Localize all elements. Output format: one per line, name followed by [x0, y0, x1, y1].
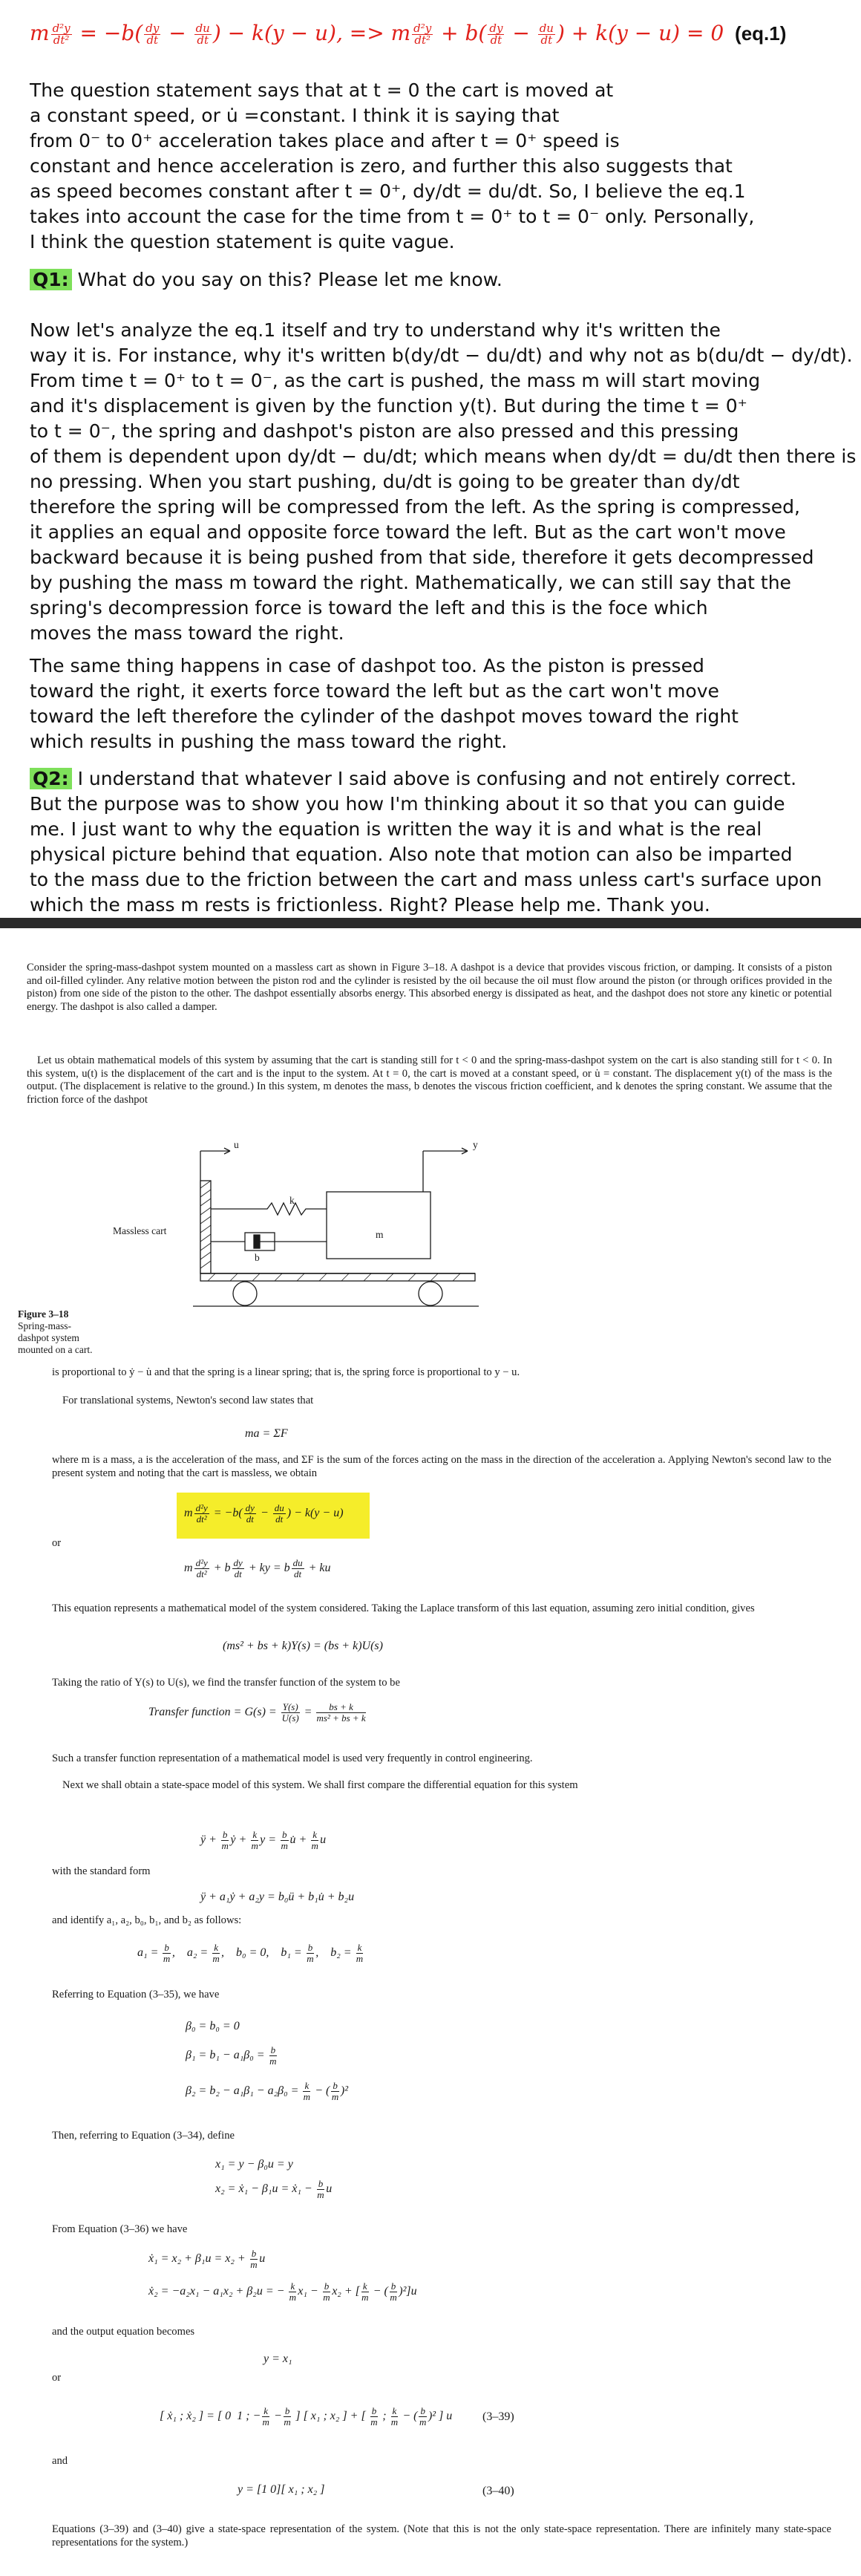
out-eq: and the output equation becomes: [52, 2326, 195, 2338]
identify: and identify a₁, a₂, b₀, b₁, and b₂ as follows:: [52, 1914, 242, 1926]
caption-line: Spring-mass-: [18, 1320, 71, 1331]
line: of them is dependent upon dy/dt − du/dt; which means when dy/dt = du/dt then there is: [30, 446, 857, 467]
figure-caption: [18, 1308, 92, 1356]
line: to the mass due to the friction between the cart and mass unless cart's surface upon: [30, 869, 822, 890]
line: I think the question statement is quite vague.: [30, 231, 455, 252]
line: moves the mass toward the right.: [30, 622, 344, 644]
book-where: where m is a mass, a is the acceleration of the mass, and ΣF is the sum of the forces acting on the mass in the direction of the acceleration a. Applying Newton's second law to the present system and noting that the cart is massless, we obtain: [52, 1454, 831, 1479]
fig-k-label: k: [289, 1195, 295, 1206]
book-final: Equations (3–39) and (3–40) give a state-space representation of the system. (Note that this is not the only state-space representation. There are infinitely many state-space representations for the system.): [52, 2523, 831, 2549]
y-output: y = [1 0]: [238, 2483, 281, 2496]
q1-text: What do you say on this? Please let me know.: [71, 269, 502, 290]
book-intro: Consider the spring-mass-dashpot system mounted on a massless cart as shown in Figure 3–18. A dashpot is a device that provides viscous friction, or damping. It consists of a piston and oil-filled cylinder. Any relative motion between the piston rod and the cylinder is resisted by the oil because the oil must flow around the piston (or through orifices provided in the piston) from one side of the piston to the other. The dashpot essentially absorbs energy. This absorbed energy is dissipated as heat, and the dashpot does not store any kinetic or potential energy. The dashpot is also called a damper.: [27, 962, 832, 1013]
line: no pressing. When you start pushing, du/dt is going to be greater than dy/dt: [30, 471, 740, 492]
book-newton: For translational systems, Newton's second law states that: [62, 1395, 314, 1406]
eq-laplace: (ms² + bs + k)Y(s) = (bs + k)U(s): [223, 1640, 383, 1652]
eqno-40: (3–40): [482, 2485, 514, 2497]
book-model: This equation represents a mathematical model of the system considered. Taking the Laplace transform of this last equation, assuming zero initial condition, gives: [52, 1602, 755, 1614]
equation-1: m $\frac{\text{d²y}}{\text{dt²}}$ = −b( $\frac{dy}{dt}$ − $\frac{du}{dt}$ ) − k(y − u), => m $\frac{\text{d²y}}{\text{dt²}}$ + b( $\frac{dy}{dt}$ − $\frac{du}{dt}$ ) + k(y − u) = 0 (eq.1): [30, 21, 787, 47]
eq-motion-2: m $\frac{\text{d²y}}{\text{dt²}}$ + b $\frac{dy}{dt}$ + ky = b $\frac{du}{dt}$ + ku: [184, 1557, 331, 1579]
line: physical picture behind that equation. Also note that motion can also be imparted: [30, 844, 793, 865]
fig-cart-label: Massless cart: [113, 1225, 167, 1236]
ref35: Referring to Equation (3–35), we have: [52, 1989, 220, 2001]
eq-motion: m $\frac{\text{d²y}}{\text{dt²}}$ = −b( $\frac{dy}{dt}$ − $\frac{du}{dt}$ ) − k(y − u): [184, 1502, 344, 1525]
line: as speed becomes constant after t = 0⁺, dy/dt = du/dt. So, I believe the eq.1: [30, 180, 746, 202]
and-label: and: [52, 2455, 68, 2467]
ref34: Then, referring to Equation (3–34), define: [52, 2130, 235, 2142]
q1-line: [30, 267, 831, 293]
line: backward because it is being pushed from that side, therefore it gets decompressed: [30, 547, 814, 568]
question-panel: [0, 0, 861, 917]
line: a constant speed, or u̇ =constant. I think it is saying that: [30, 105, 560, 126]
line: from 0⁻ to 0⁺ acceleration takes place and after t = 0⁺ speed is: [30, 130, 620, 151]
line: by pushing the mass m toward the right. Mathematically, we can still say that the: [30, 572, 791, 593]
line: and it's displacement is given by the function y(t). But during the time t = 0⁺: [30, 395, 747, 417]
paragraph-4: [30, 766, 831, 918]
eqno-39: (3–39): [482, 2410, 514, 2423]
line: which the mass m rests is frictionless. Right? Please help me. Thank you.: [30, 894, 710, 916]
eq-x2dot: ẋ₂ = −a₂x₁ − a₁x₂ + β₂u = − $\frac{k}{m}$ x₁ − $\frac{b}{m}$ x₂ + [ $\frac{k}{m}$ − ( $\frac{b}{m}$ )²]u: [148, 2280, 417, 2303]
line: The same thing happens in case of dashpot too. As the piston is pressed: [30, 655, 704, 676]
fig-b-label: b: [255, 1252, 260, 1263]
paragraph-3: [30, 653, 831, 754]
line: Now let's analyze the eq.1 itself and try to understand why it's written the: [30, 319, 721, 341]
section-divider: [0, 918, 861, 928]
line: takes into account the case for the time from t = 0⁺ to t = 0⁻ only. Personally,: [30, 206, 755, 227]
book-ratio: Taking the ratio of Y(s) to U(s), we find the transfer function of the system to be: [52, 1677, 400, 1689]
eq-x1: x₁ = y − β₀u = y: [215, 2158, 293, 2171]
ref36: From Equation (3–36) we have: [52, 2223, 188, 2235]
line: But the purpose was to show you how I'm thinking about it so that you can guide: [30, 793, 785, 815]
line: which results in pushing the mass toward the right.: [30, 731, 508, 752]
line: me. I just want to why the equation is written the way it is and what is the real: [30, 818, 762, 840]
eq-diff: ÿ + $\frac{b}{m}$ ẏ + $\frac{k}{m}$ y = $\frac{b}{m}$ u̇ + $\frac{k}{m}$ u: [200, 1829, 327, 1851]
eq-beta2: β₂ = b₂ − a₁β₁ − a₂β₀ = $\frac{k}{m}$ − ( $\frac{b}{m}$ )²: [186, 2080, 348, 2102]
eq1-tag: (eq.1): [735, 22, 787, 45]
line: toward the right, it exerts force toward the left but as the cart won't move: [30, 680, 719, 702]
eq-x1dot: ẋ₁ = x₂ + β₁u = x₂ + $\frac{b}{m}$ u: [148, 2248, 266, 2270]
spring-mass-dashpot-figure: [186, 1144, 482, 1314]
fig-y-label: y: [473, 1139, 478, 1150]
figure-title: Figure 3–18: [18, 1308, 69, 1320]
line: way it is. For instance, why it's written b(dy/dt − du/dt) and why not as b(du/dt − dy/dt).: [30, 345, 853, 366]
caption-line: mounted on a cart.: [18, 1344, 93, 1355]
textbook-page: [0, 928, 861, 2576]
fig-m-label: m: [376, 1229, 384, 1240]
book-next: Next we shall obtain a state-space model of this system. We shall first compare the differential equation for this system: [62, 1779, 578, 1791]
line: spring's decompression force is toward the left and this is the foce which: [30, 597, 708, 619]
book-intro-2: Let us obtain mathematical models of this system by assuming that the cart is standing still for t < 0 and the spring-mass-dashpot system on the cart is also standing still for t < 0. In this system, u(t) is the displacement of the cart and is the input to the system. At t = 0, the cart is moved at a constant speed, or u̇ = constant. The displacement y(t) of the mass is the output. (The displacement is relative to the ground.) In this system, m denotes the mass, b denotes the viscous friction coefficient, and k denotes the spring constant. We assume that the friction force of the dashpot: [27, 1054, 832, 1106]
line: therefore the spring will be compressed from the left. As the spring is compressed,: [30, 496, 800, 518]
line: toward the left therefore the cylinder of the dashpot moves toward the right: [30, 705, 739, 727]
q1-label: Q1:: [30, 269, 72, 290]
paragraph-1: [30, 78, 831, 255]
eq-transfer: Transfer function = G(s) = $\frac{Y(s)}{U(s)}$ = $\frac{bs + k}{\text{ms² + bs + k}}$: [148, 1701, 366, 1724]
caption-line: dashpot system: [18, 1332, 79, 1343]
line: The question statement says that at t = 0 the cart is moved at: [30, 79, 614, 101]
book-proportional: is proportional to ẏ − u̇ and that the spring is a linear spring; that is, the spring force is proportional to y − u.: [52, 1366, 520, 1378]
tf-label: Transfer function = G(s) =: [148, 1706, 277, 1719]
or-label: or: [52, 1537, 62, 1549]
eq-beta0: β₀ = b₀ = 0: [186, 2020, 240, 2032]
fig-u-label: u: [234, 1139, 239, 1150]
line: constant and hence acceleration is zero, and further this also suggests that: [30, 155, 733, 177]
eq-y: y = x₁: [263, 2352, 292, 2365]
with-std: with the standard form: [52, 1865, 151, 1877]
line: From time t = 0⁺ to t = 0⁻, as the cart is pushed, the mass m will start moving: [30, 370, 761, 391]
line: to t = 0⁻, the spring and dashpot's piston are also pressed and this pressing: [30, 420, 739, 442]
eq-newton: ma = ΣF: [245, 1427, 288, 1440]
eq-beta1: β₁ = b₁ − a₁β₀ = $\frac{b}{m}$: [186, 2044, 277, 2067]
eq-coeffs: a₁ = $\frac{b}{m}$ , a₂ = $\frac{k}{m}$ , b₀ = 0, b₁ = $\frac{b}{m}$ , b₂ = $\frac{k}{m}$: [137, 1942, 364, 1964]
eq-output: y = [1 0][ x₁ ; x₂ ]: [238, 2483, 325, 2496]
paragraph-2: [30, 318, 857, 646]
eq-std: ÿ + a₁ẏ + a₂y = b₀ü + b₁u̇ + b₂u: [200, 1891, 355, 1903]
eq-state: [ ẋ₁ ; ẋ₂ ] = [ 0 1 ; − $\frac{k}{m}$ − $\frac{b}{m}$ ] [ x₁ ; x₂ ] + [ $\frac{b}{m}$ ; $\frac{k}{m}$ − ( $\frac{b}{m}$ )² ] u: [160, 2405, 453, 2427]
q2-label: Q2:: [30, 768, 72, 789]
or-label-2: or: [52, 2372, 62, 2384]
eq-x2: x₂ = ẋ₁ − β₁u = ẋ₁ − $\frac{b}{m}$ u: [215, 2178, 333, 2200]
book-such: Such a transfer function representation of a mathematical model is used very frequently in control engineering.: [52, 1752, 533, 1764]
line: I understand that whatever I said above is confusing and not entirely correct.: [71, 768, 797, 789]
line: it applies an equal and opposite force toward the left. But as the cart won't move: [30, 521, 786, 543]
